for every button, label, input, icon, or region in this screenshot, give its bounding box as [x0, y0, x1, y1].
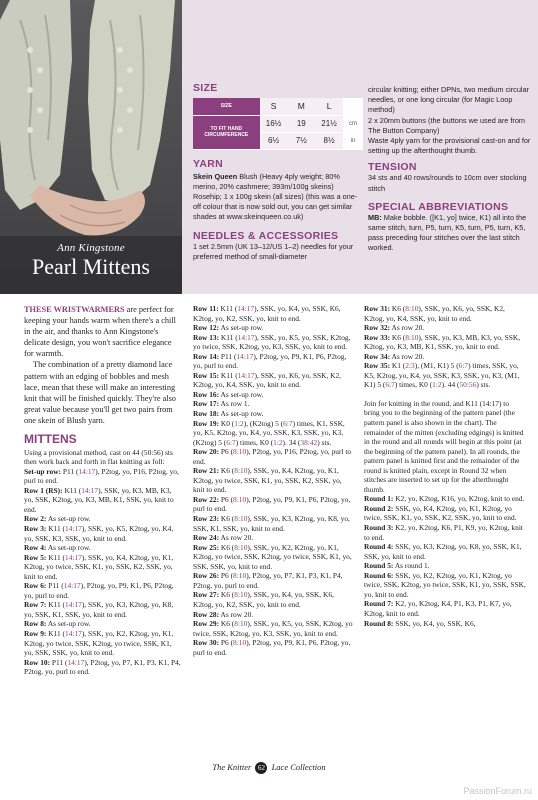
designer-name: Ann Kingstone [57, 242, 125, 254]
abbreviations-heading: SPECIAL ABBREVIATIONS [368, 200, 509, 213]
instruction-row: Round 6: SSK, yo, K2, K2tog, yo, K1, K2tog, yo twice, SSK, K2tog, yo twice, SSK, K1, yo, SSK, SSK, yo, knit to end. [364, 570, 526, 599]
instruction-row: Row 29: K6 (8:10), SSK, yo, K5, yo, SSK, K2tog, yo twice, SSK, K2tog, yo, K3, SSK, yo, knit to end. [193, 619, 353, 638]
tension-section [368, 161, 533, 193]
round-join-paragraph: Join for knitting in the round, and K11 (14:17) to bring you to the beginning of the pattern panel (the pattern panel is also shown in the chart). The remainder of the mitten (excluding edgings) is knitted in the round and all rounds will begin at this point (at the beginning of the pattern panel). In all rounds, the pattern panel is knitted first and the remainder of the round is knitted plain, except in Round 32 when stitches are inserted to set up for the afterthought thumb. [364, 398, 524, 494]
row-list-2 [193, 304, 353, 657]
fit-label: TO FIT HAND CIRCUMFERENCE [193, 115, 260, 149]
instruction-row: Row 27: K6 (8:10), SSK, yo, K4, yo, SSK, K6, K2tog, yo, K2, SSK, yo, knit to end. [193, 590, 334, 609]
instruction-row: Row 20: P6 (8:10), P2tog, yo, P16, P2tog, yo, purl to end. [193, 447, 352, 466]
intro [24, 304, 182, 426]
instruction-row: Row 35: K1 (2:3), (M1, K1) 5 (6:7) times, SSK, yo, K5, K2tog, yo, K4, yo, SSK, K3, SSK, yo, K3, (M1, K1) 5 (6:7) times, K0 (1:2). 44 (50:56) sts. [364, 361, 520, 390]
instruction-row: Row 23: K6 (8:10), SSK, yo, K3, K2tog, yo, K8, yo, SSK, K1, SSK, yo, knit to end. [193, 514, 350, 533]
instruction-row: Round 5: As round 1. [364, 561, 430, 571]
instruction-row: Row 16: As set-up row. [193, 389, 264, 399]
size-m: M [287, 98, 315, 115]
instruction-row: Row 28: As row 20. [193, 609, 254, 619]
instruction-row: Row 11: K11 (14:17), SSK, yo, K4, yo, SSK, K6, K2tog, yo, K2, SSK, yo, knit to end. [193, 304, 341, 323]
yarn-text: Skein Queen Blush (Heavy 4ply weight; 80% merino, 20% cashmere; 393m/100g skeins) Rosehip; 1 x 100g skein (all sizes) (this was a one-off colour that is now sold out, you can get similar shades at www.skeinqueen.co.uk) [193, 171, 358, 222]
instruction-row: Round 1: K2, yo, K2tog, K16, yo, K2tog, knit to end. [364, 494, 525, 504]
instruction-row: Row 7: K11 (14:17), SSK, yo, K3, K2tog, yo, K8, yo, SSK, K1, SSK, yo, knit to end. [24, 600, 174, 619]
needles-heading: NEEDLES & ACCESSORIES [193, 229, 339, 242]
instruction-row: Row 26: P6 (8:10), P2tog, yo, P7, K1, P3, K1, P4, P2tog, yo, purl to end. [193, 571, 343, 590]
needles-cont-2: 2 x 20mm buttons (the buttons we used are from The Button Company) [368, 115, 525, 135]
header-band [0, 0, 538, 294]
unit-cm: cm [343, 115, 363, 132]
instruction-row: Row 2: As set-up row. [24, 514, 91, 524]
pattern-info-column-right [368, 85, 533, 254]
instruction-row: Round 4: SSK, yo, K3, K2tog, yo, K8, yo, SSK, K1, SSK, yo, knit to end. [364, 542, 522, 561]
page-number: 62 [255, 762, 267, 774]
needles-text: 1 set 2.5mm (UK 13–12/US 1–2) needles for your preferred method of small-diameter [193, 241, 354, 261]
text-column-3 [364, 304, 526, 628]
instruction-row: Row 19: K0 (1:2), (K2tog) 5 (6:7) times, K1, SSK, yo, K5, K2tog, yo, K4, yo, SSK, K3, SSK, yo, K3, (K2tog) 5 (6:7) times, K0 (1:2). 34 (38:42) sts. [193, 418, 345, 447]
instruction-row: Row 34: As row 20. [364, 351, 425, 361]
pattern-info-column [193, 82, 363, 262]
fit-in-l: 8½ [315, 132, 343, 149]
instruction-row: Row 17: As row 1. [193, 399, 250, 409]
size-row [193, 98, 363, 115]
size-l: L [315, 98, 343, 115]
instruction-row: Row 18: As set-up row. [193, 409, 264, 419]
tension-text: 34 sts and 40 rows/rounds to 10cm over stocking stitch [368, 173, 527, 193]
instruction-row: Row 30: P6 (8:10), P2tog, yo, P9, K1, P6, P2tog, yo, purl to end. [193, 638, 351, 657]
instruction-row: Row 12: As set-up row. [193, 323, 264, 333]
round-list [364, 494, 526, 628]
instruction-row: Round 8: SSK, yo, K4, yo, SSK, K6, [364, 618, 476, 628]
intro-paragraph-2: The combination of a pretty diamond lace pattern with an edging of bobbles and mesh lace, mean that these will make an interesting knit that will be finished quickly. They're also great value because you'll get two pairs from one skein of Blush yarn. [24, 360, 176, 425]
size-label: SIZE [193, 98, 260, 115]
footer-section: Lace Collection [271, 762, 326, 772]
instruction-row: Row 22: P6 (8:10), P2tog, yo, P9, K1, P6, P2tog, yo, purl to end. [193, 494, 351, 514]
fit-in-s: 6½ [260, 132, 288, 149]
text-column-2 [193, 304, 353, 657]
instruction-row: Row 13: K11 (14:17), SSK, yo, K5, yo, SSK, K2tog, yo twice, SSK, K2tog, yo, K3, SSK, yo, knit to end. [193, 332, 351, 352]
instruction-row: Row 25: K6 (8:10), SSK, yo, K2, K2tog, yo, K1, K2tog, yo twice, SSK, K2tog, yo twice, SSK, K1, yo, SSK, SSK, yo, knit to end. [193, 542, 352, 571]
instruction-row: Row 5: K11 (14:17), SSK, yo, K4, K2tog, yo, K1, K2tog, yo twice, SSK, K1, yo, SSK, K2, SSK, yo, knit to end. [24, 552, 174, 581]
instruction-row: Row 32: As row 20. [364, 323, 425, 333]
unit-in: in [343, 132, 363, 149]
photo-title-overlay [0, 236, 182, 294]
instruction-row: Row 31: K6 (8:10), SSK, yo, K6, yo, SSK, K2, K2tog, yo, K4, SSK, yo, knit to end. [364, 304, 505, 323]
fit-cm-l: 21½ [315, 115, 343, 132]
fit-cm-row [193, 115, 363, 132]
pattern-title: Pearl Mittens [32, 254, 150, 279]
instruction-row: Round 7: K2, yo, K2tog, K4, P1, K3, P1, K7, yo, K2tog, knit to end. [364, 599, 512, 618]
needles-section [193, 230, 363, 262]
instruction-row: Row 14: P11 (14:17), P2tog, yo, P9, K1, P6, P2tog, yo, purl to end. [193, 351, 347, 371]
instruction-row: Row 24: As row 20. [193, 533, 254, 543]
abbreviation-mb: MB: Make bobble. ([K1, yo] twice, K1) all into the same stitch, turn, P5, turn, K5, turn, P5, turn, K5, pass preceding four stitches over the last stitch worked. [368, 212, 527, 253]
mittens-photo [0, 0, 182, 294]
needles-cont-1: circular knitting; either DPNs, two medium circular needles, or one long circular (for Magic Loop method) [368, 85, 529, 115]
instruction-row: Row 4: As set-up row. [24, 543, 91, 553]
fit-cm-s: 16½ [260, 115, 288, 132]
page-footer [0, 762, 538, 774]
fit-in-m: 7½ [287, 132, 315, 149]
instruction-row: Row 9: K11 (14:17), SSK, yo, K2, K2tog, yo, K1, K2tog, yo twice, SSK, K2tog, yo twice, SSK, K1, yo, SSK, SSK, yo, knit to end. [24, 628, 174, 658]
text-column-1 [24, 304, 182, 677]
instruction-row: Row 3: K11 (14:17), SSK, yo, K5, K2tog, yo, K4, yo, SSK, K3, SSK, yo, knit to end. [24, 523, 174, 543]
instruction-row: Row 8: As set-up row. [24, 619, 91, 629]
size-heading: SIZE [193, 82, 218, 94]
instruction-row: Row 15: K11 (14:17), SSK, yo, K6, yo, SSK, K2, K2tog, yo, K4, SSK, yo, knit to end. [193, 370, 341, 390]
instruction-row: Row 33: K6 (8:10), SSK, yo, K3, MB, K3, yo, SSK, K2tog, yo, K3, MB, K1, SSK, yo, knit to end. [364, 332, 521, 352]
yarn-section [193, 158, 363, 223]
intro-paragraph-1: THESE WRISTWARMERS are perfect for keeping your hands warm when there's a chill in the air, and thanks to Ann Kingstone's delicate design, you won't sacrifice elegance for warmth. [24, 305, 176, 359]
instruction-row: Row 10: P11 (14:17), P2tog, yo, P7, K1, P3, K1, P4, P2tog, yo, purl to end. [24, 657, 181, 677]
fit-cm-m: 19 [287, 115, 315, 132]
mittens-heading: MITTENS [24, 432, 77, 447]
yarn-brand: Skein Queen [193, 171, 238, 181]
instruction-row: Set-up row: P11 (14:17), P2tog, yo, P16, P2tog, yo, purl to end. [24, 466, 179, 486]
needles-cont-3: Waste 4ply yarn for the provisional cast-on and for setting up the afterthought thumb. [368, 136, 531, 156]
watermark: PassionForum.ru [463, 786, 532, 796]
tension-heading: TENSION [368, 161, 417, 174]
instruction-row: Row 1 (RS): K11 (14:17), SSK, yo, K3, MB, K3, yo, SSK, K2tog, yo, K3, MB, K1, SSK, yo, knit to end. [24, 485, 174, 514]
abbreviations-section [368, 201, 533, 254]
yarn-heading: YARN [193, 157, 223, 170]
instruction-row: Round 2: SSK, yo, K4, K2tog, yo, K1, K2tog, yo twice, SSK, K1, yo, SSK, K2, SSK, yo, knit to end. [364, 503, 517, 523]
row-list-3 [364, 304, 526, 390]
row-list-1 [24, 467, 182, 677]
size-s: S [260, 98, 288, 115]
footer-magazine: The Knitter [212, 762, 252, 772]
instruction-row: Row 6: P11 (14:17), P2tog, yo, P9, K1, P6, P2tog, yo, purl to end. [24, 581, 174, 600]
mittens-instructions: Using a provisional method, cast on 44 (50:56) sts then work back and forth in flat knitting as foll: [24, 447, 173, 467]
instruction-row: Row 21: K6 (8:10), SSK, yo, K4, K2tog, yo, K1, K2tog, yo twice, SSK, K1, yo, SSK, K2, SSK, yo, knit to end. [193, 466, 342, 495]
size-table [193, 98, 363, 150]
instruction-row: Round 3: K2, yo, K2tog, K6, P1, K9, yo, K2tog, knit to end. [364, 523, 523, 542]
